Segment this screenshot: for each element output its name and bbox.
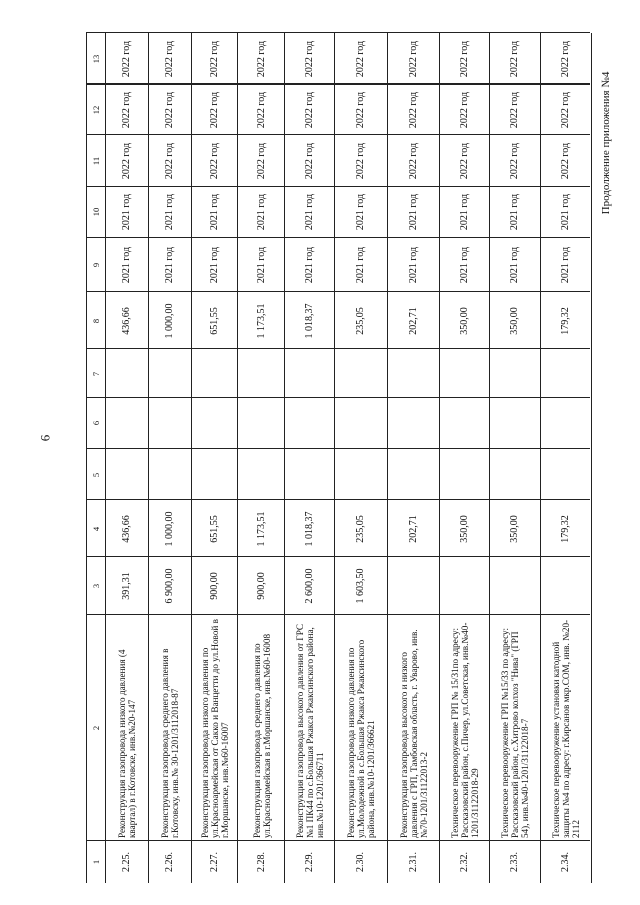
cell-value: 2022 год: [164, 143, 176, 180]
cell-value: 2022 год: [164, 40, 176, 77]
table-cell: [489, 841, 540, 883]
table-cell: [148, 841, 192, 883]
table-cell: [191, 449, 239, 500]
table-cell: [439, 557, 490, 614]
table-cell: [284, 187, 335, 238]
table-cell: [237, 292, 285, 349]
table-cell: [148, 187, 192, 238]
table-cell: [284, 500, 335, 557]
cell-value: Реконструкция газопровода высокого давления от ГРС №1 ПК44 по с.Большая Ржакса Ржаксинского района, инв.№10-1201/366711: [295, 623, 326, 838]
cell-value: 350,00: [509, 307, 521, 335]
table-cell: [334, 292, 387, 349]
table-cell: [105, 615, 149, 841]
table-cell: [540, 449, 592, 500]
cell-value: Реконструкция газопровода низкого давления по ул.Красноармейская от Сакко и Ванцетти до ул.Новой в г.Моршанске, инв.№60-16007: [199, 618, 230, 838]
table-cell: [284, 398, 335, 449]
table-cell: [148, 615, 192, 841]
cell-value: 350,00: [509, 515, 521, 543]
cell-value: 350,00: [458, 307, 470, 335]
cell-value: 651,55: [208, 515, 220, 543]
header-cell: [86, 398, 106, 449]
header-label: 3: [91, 583, 102, 589]
table-cell: [439, 500, 490, 557]
table-cell: [439, 615, 490, 841]
table-cell: [387, 841, 440, 883]
header-cell: [86, 500, 106, 557]
cell-value: 1 018,37: [304, 511, 316, 547]
appendix-table: [86, 32, 590, 882]
table-cell: [191, 500, 239, 557]
cell-value: 2.27.: [208, 851, 220, 872]
table-cell: [439, 187, 490, 238]
header-cell: [86, 84, 106, 135]
table-cell: [387, 33, 440, 84]
cell-value: 391,31: [121, 572, 133, 600]
header-label: 2: [91, 725, 102, 730]
table-cell: [105, 349, 149, 397]
table-cell: [489, 449, 540, 500]
table-cell: [191, 187, 239, 238]
table-cell: [334, 841, 387, 883]
table-cell: [387, 187, 440, 238]
table-cell: [334, 33, 387, 84]
cell-value: 2022 год: [559, 91, 571, 128]
cell-value: 2021 год: [121, 194, 133, 231]
cell-value: Реконструкция газопровода низкого давления по ул.Молодежной в с.Большая Ржакса Ржаксинского района, инв.№10-1201/366621: [346, 639, 377, 838]
table-cell: [105, 135, 149, 186]
table-cell: [540, 135, 592, 186]
header-label: 8: [91, 318, 102, 323]
table-cell: [540, 398, 592, 449]
column-c5: [86, 448, 590, 500]
cell-value: 2022 год: [458, 91, 470, 128]
table-cell: [237, 500, 285, 557]
cell-value: 2.29.: [304, 851, 316, 872]
column-amount: [86, 291, 590, 349]
cell-value: 900,00: [208, 572, 220, 600]
header-cell: [86, 187, 106, 238]
cell-value: 2022 год: [509, 91, 521, 128]
table-cell: [191, 557, 239, 614]
table-cell: [148, 135, 192, 186]
cell-value: 2021 год: [121, 247, 133, 284]
cell-value: 2021 год: [458, 194, 470, 231]
table-cell: [284, 33, 335, 84]
cell-value: 2021 год: [255, 247, 267, 284]
table-cell: [284, 615, 335, 841]
table-cell: [105, 398, 149, 449]
cell-value: 2021 год: [355, 194, 367, 231]
table-cell: [191, 292, 239, 349]
cell-value: 2022 год: [509, 40, 521, 77]
table-cell: [489, 557, 540, 614]
table-cell: [105, 557, 149, 614]
table-cell: [148, 292, 192, 349]
cell-value: 651,55: [208, 307, 220, 335]
cell-value: 6 900,00: [164, 568, 176, 604]
cell-value: Техническое перевооружение ГРП №15/33 по адресу: Рассказовский район, с.Хитрово колхоз "Нива" (ГРП 54), инв.№40-1201/31122018-7: [500, 627, 531, 838]
header-label: 1: [91, 859, 102, 865]
cell-value: 2021 год: [164, 247, 176, 284]
appendix-caption: Продолжение приложения №4: [600, 71, 612, 215]
cell-value: 2021 год: [407, 194, 419, 231]
table-cell: [387, 449, 440, 500]
table-cell: [105, 841, 149, 883]
table-cell: [148, 238, 192, 292]
column-c10: [86, 186, 590, 238]
table-cell: [237, 557, 285, 614]
table-cell: [237, 615, 285, 841]
cell-value: 350,00: [458, 515, 470, 543]
column-c13: [86, 32, 590, 85]
table-cell: [540, 349, 592, 397]
cell-value: 2022 год: [164, 91, 176, 128]
table-cell: [540, 557, 592, 614]
header-label: 4: [91, 526, 102, 531]
cell-value: 2022 год: [355, 40, 367, 77]
table-cell: [387, 292, 440, 349]
cell-value: Техническое перевооружение установки катодной защиты №4 по адресу: г.Кирсанов мкр.СОМ, инв. №20-2112: [550, 619, 581, 838]
header-cell: [86, 349, 106, 397]
table-cell: [439, 84, 490, 135]
cell-value: 2022 год: [355, 91, 367, 128]
table-cell: [237, 187, 285, 238]
table-cell: [334, 84, 387, 135]
table-cell: [237, 33, 285, 84]
table-cell: [439, 398, 490, 449]
cell-value: 2022 год: [208, 143, 220, 180]
cell-value: 2022 год: [304, 40, 316, 77]
cell-value: 2021 год: [509, 247, 521, 284]
table-cell: [387, 557, 440, 614]
cell-value: 179,32: [559, 515, 571, 543]
table-cell: [334, 500, 387, 557]
table-cell: [439, 135, 490, 186]
table-cell: [191, 615, 239, 841]
cell-value: Реконструкция газопровода среднего давления в г.Котовску, инв.№ 30-1201/3112018-87: [160, 648, 181, 838]
table-cell: [105, 187, 149, 238]
column-c11: [86, 134, 590, 186]
table-cell: [148, 84, 192, 135]
cell-value: 235,05: [355, 515, 367, 543]
table-cell: [191, 238, 239, 292]
table-cell: [489, 238, 540, 292]
table-cell: [334, 135, 387, 186]
table-cell: [105, 238, 149, 292]
header-label: 5: [91, 472, 102, 477]
table-cell: [284, 449, 335, 500]
cell-value: 1 000,00: [164, 303, 176, 339]
cell-value: 2021 год: [255, 194, 267, 231]
table-cell: [284, 349, 335, 397]
cell-value: 2.30.: [355, 851, 367, 872]
column-cost-2021: [86, 499, 590, 557]
table-cell: [237, 449, 285, 500]
table-cell: [191, 135, 239, 186]
table-cell: [387, 349, 440, 397]
header-cell: [86, 135, 106, 186]
table-cell: [237, 349, 285, 397]
table-cell: [540, 187, 592, 238]
cell-value: 2022 год: [255, 40, 267, 77]
table-cell: [540, 84, 592, 135]
table-cell: [284, 238, 335, 292]
table-cell: [237, 841, 285, 883]
cell-value: 2022 год: [255, 91, 267, 128]
header-label: 13: [91, 54, 102, 63]
table-cell: [334, 187, 387, 238]
header-cell: [86, 615, 106, 841]
table-cell: [105, 84, 149, 135]
cell-value: 2021 год: [208, 247, 220, 284]
cell-value: 2021 год: [509, 194, 521, 231]
table-cell: [387, 398, 440, 449]
table-cell: [148, 557, 192, 614]
cell-value: 1 018,37: [304, 303, 316, 339]
cell-value: 2022 год: [304, 143, 316, 180]
header-cell: [86, 292, 106, 349]
cell-value: 1 173,51: [255, 303, 267, 339]
table-cell: [489, 33, 540, 84]
header-label: 12: [91, 105, 102, 115]
cell-value: 2021 год: [164, 194, 176, 231]
cell-value: 2.33.: [509, 851, 521, 872]
table-cell: [489, 398, 540, 449]
table-cell: [540, 33, 592, 84]
cell-value: Техническое перевооружение ГРП № 15/31по адресу: Рассказовский район, с.Пичер, ул.Советская, инв.№40-1201/31122018-29: [449, 622, 480, 838]
table-cell: [540, 238, 592, 292]
header-label: 6: [91, 421, 102, 426]
table-cell: [489, 84, 540, 135]
cell-value: 2.34.: [559, 851, 571, 872]
table-cell: [334, 349, 387, 397]
table-cell: [148, 500, 192, 557]
table-cell: [489, 500, 540, 557]
table-cell: [439, 449, 490, 500]
cell-value: 2022 год: [458, 143, 470, 180]
table-cell: [191, 841, 239, 883]
cell-value: 235,05: [355, 307, 367, 335]
cell-value: 1 603,50: [355, 568, 367, 604]
table-cell: [334, 557, 387, 614]
table-cell: [387, 615, 440, 841]
cell-value: 2022 год: [121, 143, 133, 180]
table-cell: [105, 449, 149, 500]
table-cell: [284, 84, 335, 135]
table-cell: [540, 500, 592, 557]
header-cell: [86, 449, 106, 500]
cell-value: 2021 год: [304, 194, 316, 231]
table-cell: [387, 500, 440, 557]
table-cell: [334, 449, 387, 500]
cell-value: 2022 год: [559, 143, 571, 180]
cell-value: 2021 год: [559, 194, 571, 231]
cell-value: 1 000,00: [164, 511, 176, 547]
table-cell: [489, 292, 540, 349]
cell-value: 2.31.: [407, 851, 419, 872]
table-cell: [540, 841, 592, 883]
table-cell: [489, 349, 540, 397]
table-cell: [237, 84, 285, 135]
table-cell: [334, 615, 387, 841]
cell-value: 2021 год: [304, 247, 316, 284]
table-cell: [191, 349, 239, 397]
table-cell: [148, 398, 192, 449]
cell-value: 2.32.: [458, 851, 470, 872]
column-description: [86, 614, 590, 841]
table-cell: [387, 135, 440, 186]
cell-value: 2022 год: [407, 91, 419, 128]
header-cell: [86, 841, 106, 883]
column-c7: [86, 348, 590, 397]
page-number: 6: [37, 434, 53, 442]
cell-value: 179,32: [559, 307, 571, 335]
cell-value: 2022 год: [208, 91, 220, 128]
header-label: 10: [91, 208, 102, 217]
table-cell: [334, 398, 387, 449]
table-cell: [284, 135, 335, 186]
table-cell: [191, 84, 239, 135]
cell-value: 2022 год: [559, 40, 571, 77]
table-cell: [489, 187, 540, 238]
header-label: 7: [91, 371, 102, 376]
table-cell: [334, 238, 387, 292]
cell-value: 2022 год: [458, 40, 470, 77]
cell-value: 2022 год: [304, 91, 316, 128]
table-cell: [439, 292, 490, 349]
table-cell: [284, 292, 335, 349]
cell-value: 2021 год: [559, 247, 571, 284]
table-cell: [540, 292, 592, 349]
cell-value: 202,71: [407, 307, 419, 335]
table-cell: [439, 349, 490, 397]
cell-value: 436,66: [121, 515, 133, 543]
table-cell: [489, 135, 540, 186]
header-label: 11: [91, 156, 102, 166]
table-cell: [439, 33, 490, 84]
table-cell: [148, 349, 192, 397]
header-cell: [86, 33, 106, 84]
table-cell: [284, 557, 335, 614]
cell-value: 1 173,51: [255, 511, 267, 547]
cell-value: Реконструкция газопровода среднего давления по ул.Красноармейская в г.Моршанске, инв.№60-16008: [251, 633, 272, 838]
cell-value: 900,00: [255, 572, 267, 600]
cell-value: 2022 год: [407, 40, 419, 77]
cell-value: 2021 год: [407, 247, 419, 284]
table-cell: [105, 500, 149, 557]
cell-value: 2.26.: [164, 851, 176, 872]
column-cost-total: [86, 556, 590, 614]
cell-value: 2021 год: [458, 247, 470, 284]
table-cell: [439, 238, 490, 292]
column-start: [86, 237, 590, 292]
cell-value: 2022 год: [121, 91, 133, 128]
table-cell: [148, 33, 192, 84]
header-cell: [86, 238, 106, 292]
cell-value: 2022 год: [355, 143, 367, 180]
cell-value: Реконструкция газопровода низкого давления (4 квартал) в г.Котовске, инв.№20-147: [117, 649, 138, 838]
cell-value: 2022 год: [208, 40, 220, 77]
header-label: 9: [91, 262, 102, 268]
table-cell: [105, 292, 149, 349]
table-cell: [237, 398, 285, 449]
cell-value: 436,66: [121, 307, 133, 335]
cell-value: 202,71: [407, 515, 419, 543]
cell-value: 2.28.: [255, 851, 267, 872]
column-c12: [86, 83, 590, 135]
table-cell: [237, 135, 285, 186]
table-cell: [284, 841, 335, 883]
table-cell: [387, 238, 440, 292]
table-cell: [540, 615, 592, 841]
table-cell: [439, 841, 490, 883]
cell-value: 2022 год: [121, 40, 133, 77]
table-cell: [148, 449, 192, 500]
table-cell: [387, 84, 440, 135]
cell-value: 2021 год: [355, 247, 367, 284]
table-cell: [191, 33, 239, 84]
table-cell: [489, 615, 540, 841]
cell-value: 2022 год: [509, 143, 521, 180]
table-cell: [191, 398, 239, 449]
table-cell: [105, 33, 149, 84]
table-cell: [237, 238, 285, 292]
column-c6: [86, 397, 590, 449]
header-cell: [86, 557, 106, 614]
cell-value: Реконструкция газопровода высокого и низкого давления с ГРП, Тамбовская область, г. Уварово, инв.№70-1201/31122013-2: [398, 629, 429, 838]
cell-value: 2021 год: [208, 194, 220, 231]
cell-value: 2 600,00: [304, 568, 316, 604]
cell-value: 2022 год: [407, 143, 419, 180]
column-row-no: [86, 840, 590, 883]
cell-value: 2.25.: [121, 851, 133, 872]
cell-value: 2022 год: [255, 143, 267, 180]
